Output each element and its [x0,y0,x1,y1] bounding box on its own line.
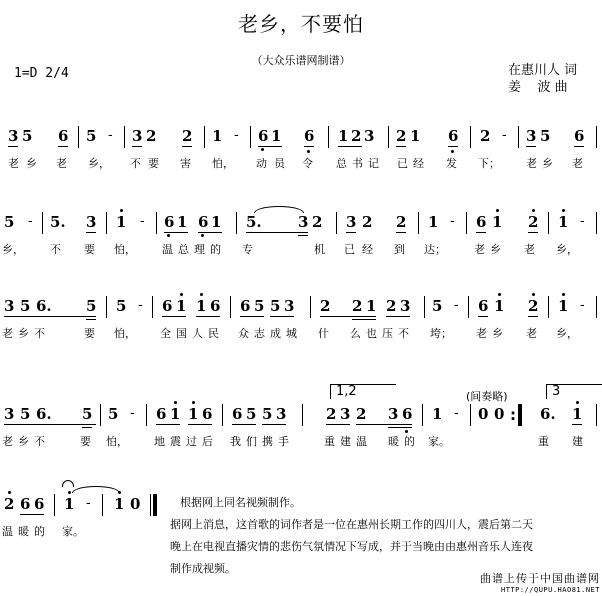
score-line-3: 3 5 6. 5 5 - 6 1 1 6 6 5 5 3 2 2 1 2 3 5 - 6 1 2 1 - 老 乡 不 要 怕， 全 国 人 民 众 志 成 城 什 么 也 压 不 垮； 老 乡 老 乡， [0,298,602,358]
barline [204,126,205,148]
barline [548,212,549,234]
barline [302,404,303,426]
key-signature: 1=D 2/4 [14,66,69,81]
score-line-4: 3 5 6. 5 5 - 6 1 1 6 6 5 5 3 2 3 2 3 6 1 - 0 0 : 6. 1 老 乡 不 要 怕， 地 震 过 后 我 们 携 手 重 建 温 暖 的 家。 重 建 [0,406,602,466]
barline [78,126,79,148]
barline [468,296,469,318]
barline [54,494,55,516]
final-barline-thick [153,494,157,516]
barline [106,296,107,318]
repeat-colon: : [510,406,516,424]
barline [328,126,329,148]
notes-line-4: 制作成视频。 [170,562,236,575]
high-octave-dot [120,209,123,212]
score-line-5: 2 6 6 1 - 1 0 温 暖 的 家。 [0,496,602,556]
barline [124,126,125,148]
notes-line-3: 晚上在电视直播灾情的悲伤气氛情况下写成，并于当晚由由惠州音乐人连夜 [170,540,533,553]
song-title: 老乡，不要怕 [238,12,364,36]
low-octave-dot [307,150,310,153]
barline [222,404,223,426]
barline [42,212,43,234]
footer-watermark [460,570,600,594]
barline [596,212,597,234]
barline [422,404,423,426]
barline [470,126,471,148]
barline [230,296,231,318]
barline [250,126,251,148]
barline [518,126,519,148]
final-barline-thin [150,494,151,516]
barline [424,296,425,318]
barline [596,404,597,426]
composer: 姜 波 曲 [508,80,568,95]
notes-text [170,492,590,580]
barline [466,212,467,234]
barline [470,404,471,426]
site-name: 曲谱上传于中国曲谱网 [480,572,600,585]
barline [146,404,147,426]
barline [596,296,597,318]
barline [152,296,153,318]
barline [156,212,157,234]
barline [388,126,389,148]
barline [548,296,549,318]
interlude-note: (间奏略) [466,390,508,403]
barline [100,404,101,426]
barline [336,212,337,234]
barline [418,212,419,234]
score-line-2: 5 - 5. 3 1 - 6 1 6 1 5. 3 2 3 2 2 1 - 6 1 2 1 - 乡， 不 要 怕， 温 总 理 的 专 机 已 经 到 达； 老 乡 老 乡， [0,214,602,274]
tie [72,486,120,493]
notes-line-2: 据网上消息，这首歌的词作者是一位在惠州长期工作的四川人，震后第二天 [170,518,533,531]
barline [310,296,311,318]
volta-3: 3 [546,384,602,399]
repeat-barline [518,404,522,426]
barline [106,212,107,234]
low-octave-dot [261,148,264,151]
low-octave-dot [451,150,454,153]
score-line-1: 3 5 6 5 - 3 2 2 1 - 6 1 6 1 2 3 2 1 6 2 - 3 5 6 老 乡 老 乡， 不 要 害 怕， 动 员 令 总 书 记 已 经 发 下； 老 乡 老 [0,128,602,188]
credits [508,62,577,96]
subtitle: （大众乐谱网制谱） [251,54,351,67]
barline [102,494,103,516]
tie [254,206,304,213]
site-url: HTTP://QUPU.HAO81.NET [500,586,600,594]
lyricist: 在惠川人 词 [508,63,578,78]
barline [236,212,237,234]
notes-line-1: 根据网上同名视频制作。 [180,496,301,509]
volta-1-2: 1,2 [330,384,396,399]
fermata [62,480,74,487]
barline [596,126,597,148]
